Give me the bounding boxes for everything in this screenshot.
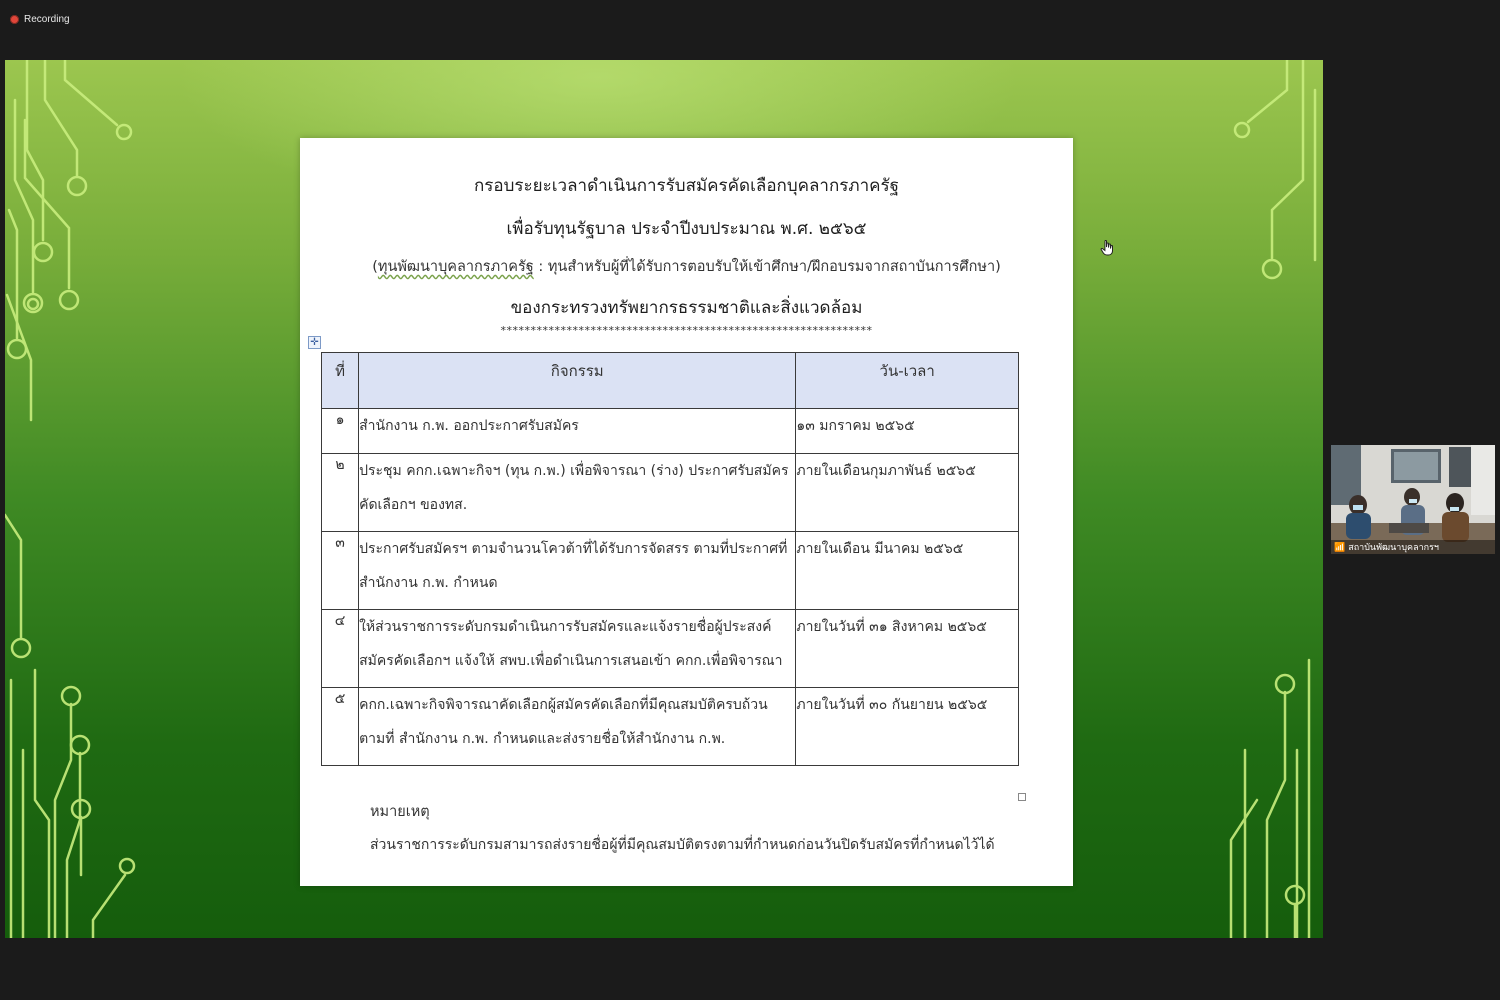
document-title-line-2: เพื่อรับทุนรัฐบาล ประจำปีงบประมาณ พ.ศ. ๒๕๖๕ (506, 219, 867, 239)
header-date: วัน-เวลา (796, 353, 1019, 409)
recording-dot-icon (10, 15, 19, 24)
subtitle-underlined-text: ทุนพัฒนาบุคลากรภาครัฐ (377, 259, 534, 275)
participant-name-label (1331, 540, 1495, 554)
row-date: ภายในวันที่ ๓๑ สิงหาคม ๒๕๖๕ (796, 610, 1019, 688)
row-number: ๓ (322, 532, 359, 610)
row-date: ภายในเดือนกุมภาพันธ์ ๒๕๖๕ (796, 454, 1019, 532)
table-row (322, 454, 1019, 532)
document-title-ministry: ของกระทรวงทรัพยากรธรรมชาติและสิ่งแวดล้อม (510, 298, 863, 318)
row-number: ๔ (322, 610, 359, 688)
participant-name: สถาบันพัฒนาบุคลากรฯ (1348, 542, 1439, 552)
participant-video-tile[interactable] (1331, 445, 1495, 554)
row-activity: คกก.เฉพาะกิจพิจารณาคัดเลือกผู้สมัครคัดเลือกที่มีคุณสมบัติครบถ้วน ตามที่ สำนักงาน ก.พ. กำหนดและส่งรายชื่อให้สำนักงาน ก.พ. (359, 688, 796, 766)
row-date: ภายในวันที่ ๓๐ กันยายน ๒๕๖๕ (796, 688, 1019, 766)
row-number: ๕ (322, 688, 359, 766)
row-date: ภายในเดือน มีนาคม ๒๕๖๕ (796, 532, 1019, 610)
asterisk-separator: ************************************************************** (500, 324, 873, 337)
row-number: ๒ (322, 454, 359, 532)
row-activity: สำนักงาน ก.พ. ออกประกาศรับสมัคร (359, 409, 796, 454)
row-number: ๑ (322, 409, 359, 454)
row-activity: ประชุม คกก.เฉพาะกิจฯ (ทุน ก.พ.) เพื่อพิจารณา (ร่าง) ประกาศรับสมัคร คัดเลือกฯ ของทส. (359, 454, 796, 532)
recording-indicator (10, 11, 70, 27)
document-page (300, 138, 1073, 886)
note-title: หมายเหตุ (370, 804, 430, 820)
row-date: ๑๓ มกราคม ๒๕๖๕ (796, 409, 1019, 454)
hand-cursor-icon (1100, 240, 1114, 256)
header-activity: กิจกรรม (359, 353, 796, 409)
table-header-row (322, 353, 1019, 409)
table-row (322, 409, 1019, 454)
participant-video-feed (1331, 445, 1495, 554)
schedule-table (321, 352, 1019, 766)
document-subtitle (300, 255, 1073, 278)
document-title-line-1: กรอบระยะเวลาดำเนินการรับสมัครคัดเลือกบุคลากรภาครัฐ (473, 176, 900, 196)
subtitle-open-paren: ( (372, 259, 378, 275)
table-row (322, 610, 1019, 688)
table-row (322, 532, 1019, 610)
header-number: ที่ (322, 353, 359, 409)
recording-label: Recording (24, 13, 70, 25)
note-text: ส่วนราชการระดับกรมสามารถส่งรายชื่อผู้ที่มีคุณสมบัติตรงตามที่กำหนดก่อนวันปิดรับสมัครที่กำหนดไว้ได้ (370, 837, 995, 853)
table-resize-handle[interactable] (1018, 793, 1026, 801)
row-activity: ให้ส่วนราชการระดับกรมดำเนินการรับสมัครและแจ้งรายชื่อผู้ประสงค์ สมัครคัดเลือกฯ แจ้งให้ สพบ.เพื่อดำเนินการเสนอเข้า คกก.เพื่อพิจารณา (359, 610, 796, 688)
row-activity: ประกาศรับสมัครฯ ตามจำนวนโควต้าที่ได้รับการจัดสรร ตามที่ประกาศที่ สำนักงาน ก.พ. กำหนด (359, 532, 796, 610)
shared-screen (5, 60, 1323, 938)
table-move-handle-icon[interactable]: ✛ (308, 336, 321, 349)
signal-bars-icon: 📶 (1334, 541, 1346, 552)
table-row (322, 688, 1019, 766)
subtitle-rest-text: : ทุนสำหรับผู้ที่ได้รับการตอบรับให้เข้าศึกษา/ฝึกอบรมจากสถาบันการศึกษา) (533, 259, 1001, 275)
